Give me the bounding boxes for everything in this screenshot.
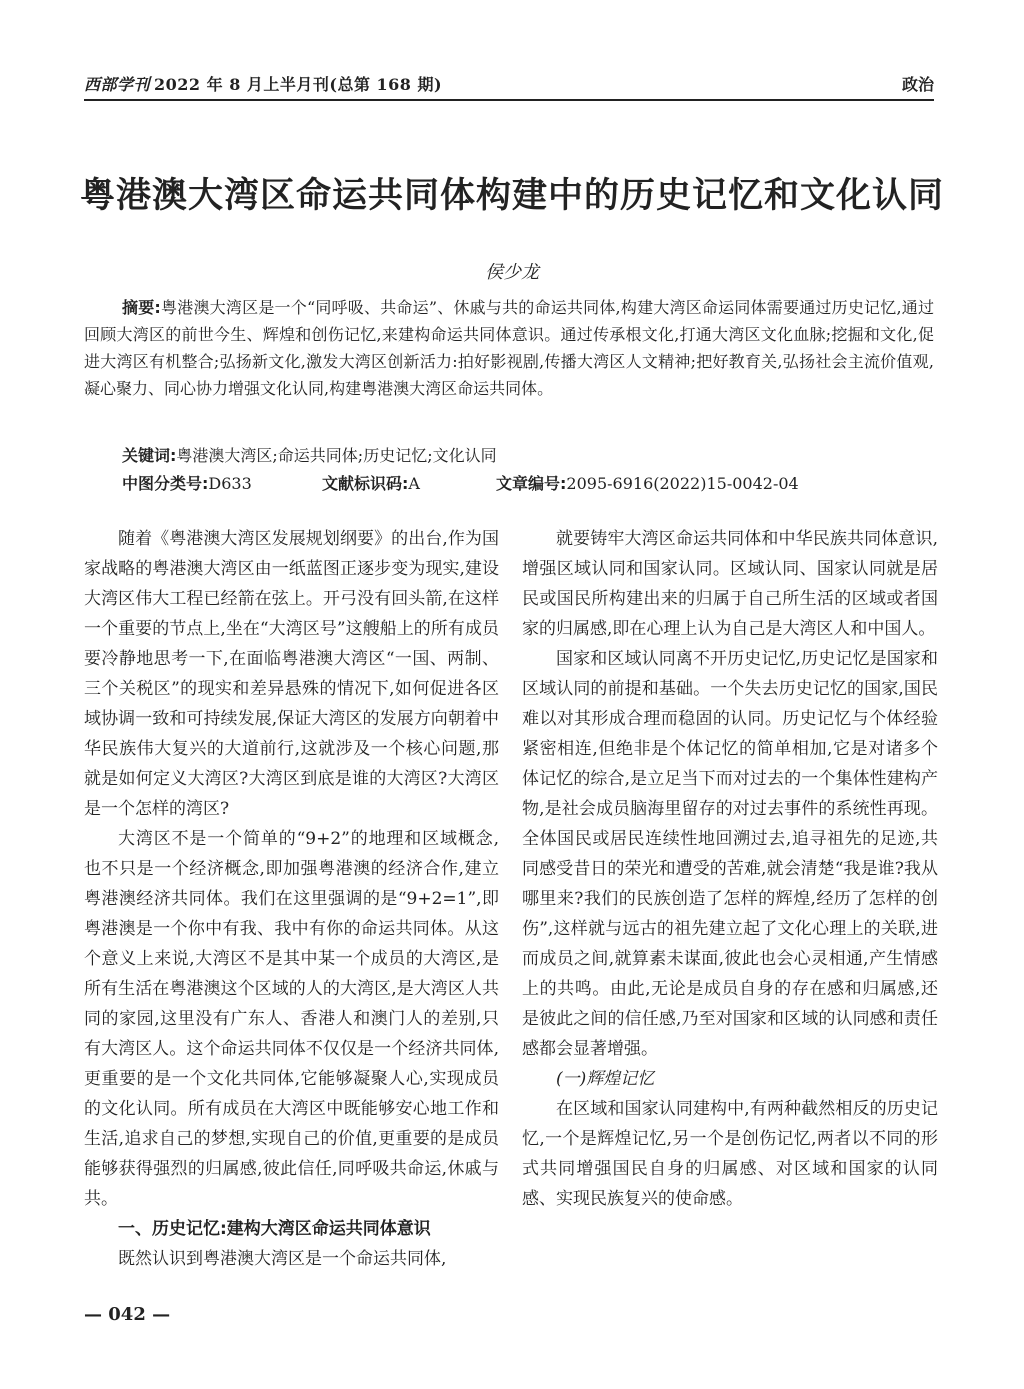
running-header [84,72,934,98]
abstract [84,294,934,402]
body-column-left [84,524,499,1274]
journal-logo: 西部学刊 [84,75,151,94]
doc-value: A [408,474,420,493]
section-label: 政治 [901,75,934,94]
keywords [122,442,934,469]
clc-number [122,470,252,497]
subsection-heading: (一)辉煌记忆 [556,1069,655,1089]
paragraph: 国家和区域认同离不开历史记忆,历史记忆是国家和区域认同的前提和基础。一个失去历史记忆的国家,国民难以对其形成合理而稳固的认同。历史记忆与个体经验紧密相连,但绝非是个体记忆的简单相加,它是对诸多个体记忆的综合,是立足当下而对过去的一个集体性建构产物,是社会成员脑海里留存的对过去事件的系统性再现。全体国民或居民连续性地回溯过去,追寻祖先的足迹,共同感受昔日的荣光和遭受的苦难,就会清楚“我是谁?我从哪里来?我们的民族创造了怎样的辉煌,经历了怎样的创伤”,这样就与远古的祖先建立起了文化心理上的关联,进而成员之间,就算素未谋面,彼此也会心灵相通,产生情感上的共鸣。由此,无论是成员自身的存在感和归属感,还是彼此之间的信任感,乃至对国家和区域的认同感和责任感都会显著增强。 [522,649,938,1059]
paragraph: 大湾区不是一个简单的“9+2”的地理和区域概念,也不只是一个经济概念,即加强粤港澳的经济合作,建立粤港澳经济共同体。我们在这里强调的是“9+2=1”,即粤港澳是一个你中有我、我中有你的命运共同体。从这个意义上来说,大湾区不是其中某一个成员的大湾区,是所有生活在粤港澳这个区域的人的大湾区,是大湾区人共同的家园,这里没有广东人、香港人和澳门人的差别,只有大湾区人。这个命运共同体不仅仅是一个经济共同体,更重要的是一个文化共同体,它能够凝聚人心,实现成员的文化认同。所有成员在大湾区中既能够安心地工作和生活,追求自己的梦想,实现自己的价值,更重要的是成员能够获得强烈的归属感,彼此信任,同呼吸共命运,休戚与共。 [84,829,499,1209]
body-column-right [522,524,938,1214]
paragraph: 就要铸牢大湾区命运共同体和中华民族共同体意识,增强区域认同和国家认同。区域认同、国家认同就是居民或国民所构建出来的归属于自己所生活的区域或者国家的归属感,即在心理上认为自己是大湾区人和中国人。 [522,529,938,639]
author-name: 侯少龙 [485,262,539,283]
clc-value: D633 [208,474,252,493]
abstract-text: 粤港澳大湾区是一个“同呼吸、共命运”、休戚与共的命运共同体,构建大湾区命运同体需要通过历史记忆,通过回顾大湾区的前世今生、辉煌和创伤记忆,来建构命运共同体意识。通过传承根文化,打通大湾区文化血脉;挖掘和文化,促进大湾区有机整合;弘扬新文化,激发大湾区创新活力:拍好影视剧,传播大湾区人文精神;把好教育关,弘扬社会主流价值观,凝心聚力、同心协力增强文化认同,构建粤港澳大湾区命运共同体。 [84,298,934,398]
article-title: 粤港澳大湾区命运共同体构建中的历史记忆和文化认同 [79,176,944,216]
doc-label: 文献标识码: [322,474,409,493]
keywords-label: 关键词: [122,446,177,465]
section-heading: 一、历史记忆:建构大湾区命运共同体意识 [118,1219,431,1239]
article-number [496,470,799,497]
article-label: 文章编号: [496,474,567,493]
issue-label: 2022 年 8 月上半月刊(总第 168 期) [154,75,443,94]
paragraph: 既然认识到粤港澳大湾区是一个命运共同体, [118,1249,447,1269]
document-code [322,470,420,497]
article-value: 2095-6916(2022)15-0042-04 [566,474,799,493]
clc-label: 中图分类号: [122,474,209,493]
page-number: — 042 — [84,1304,171,1325]
paragraph: 随着《粤港澳大湾区发展规划纲要》的出台,作为国家战略的粤港澳大湾区由一纸蓝图正逐步变为现实,建设大湾区伟大工程已经箭在弦上。开弓没有回头箭,在这样一个重要的节点上,坐在“大湾区号”这艘船上的所有成员要冷静地思考一下,在面临粤港澳大湾区“一国、两制、三个关税区”的现实和差异悬殊的情况下,如何促进各区域协调一致和可持续发展,保证大湾区的发展方向朝着中华民族伟大复兴的大道前行,这就涉及一个核心问题,那就是如何定义大湾区?大湾区到底是谁的大湾区?大湾区是一个怎样的湾区? [84,529,499,819]
keywords-text: 粤港澳大湾区;命运共同体;历史记忆;文化认同 [176,446,497,465]
header-divider [84,99,934,101]
header-journal-issue [84,72,442,95]
abstract-label: 摘要: [122,298,161,317]
paragraph: 在区域和国家认同建构中,有两种截然相反的历史记忆,一个是辉煌记忆,另一个是创伤记忆,两者以不同的形式共同增强国民自身的归属感、对区域和国家的认同感、实现民族复兴的使命感。 [522,1099,938,1209]
